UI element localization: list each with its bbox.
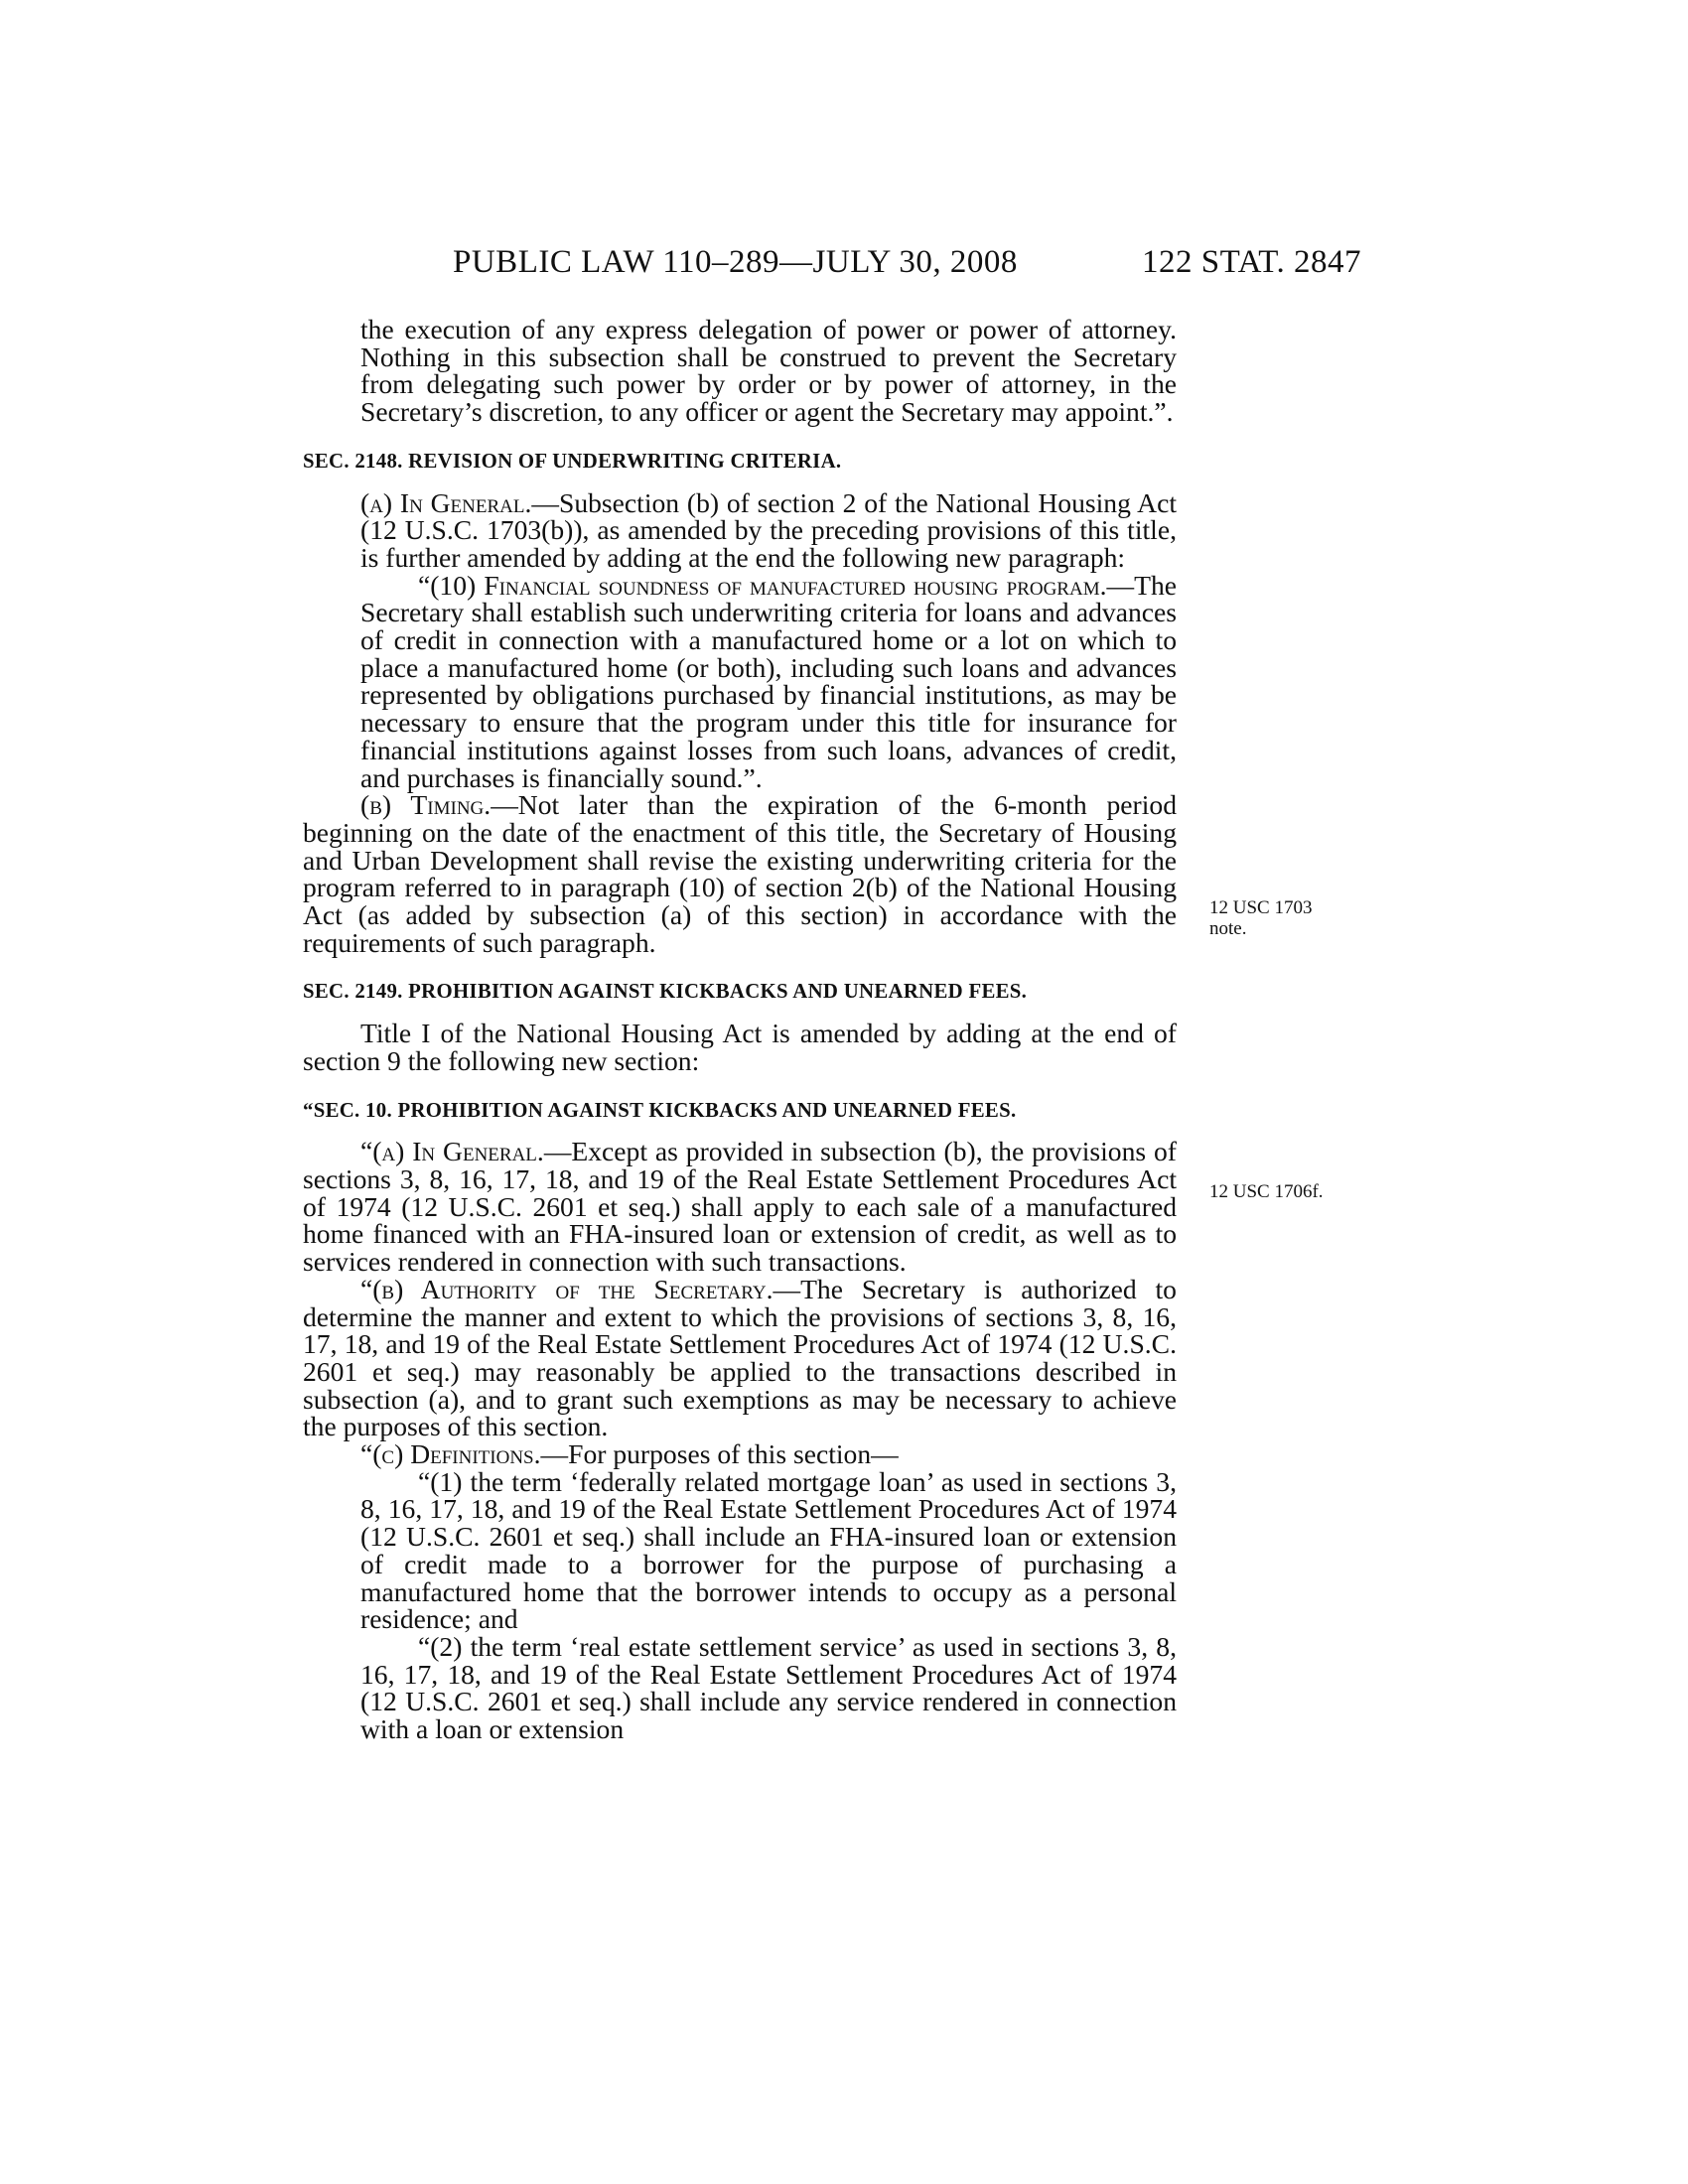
section-2149-heading: SEC. 2149. PROHIBITION AGAINST KICKBACKS AND UNEARNED FEES. xyxy=(303,980,1028,1004)
section-2148-a-10-text: —The Secretary shall establish such underwriting criteria for loans and advances of credit in connection with a manufactured home or a lot on which to place a manufactured home (or both), including such loans and advances represented by obligations purchased by financial institutions, as may be necessary to ensure that the program under this title for insurance for financial institutions against losses from such loans, advances of credit, and purchases is financially sound.”. xyxy=(360,569,1177,793)
margin-note-1703-line1: 12 USC 1703 xyxy=(1209,897,1313,918)
section-10-a-head: “(a) In General. xyxy=(360,1136,544,1167)
paragraph-continuation: the execution of any express delegation of power or power of attorney. Nothing in this subsection shall be construed to prevent the Secretary from delegating such power by order or by power of attorney, in the Secretary’s discretion, to any officer or agent the Secretary may appoint.”. xyxy=(360,314,1177,428)
section-10-b-text: —The Secretary is authorized to determine the manner and extent to which the provisions of sections 3, 8, 16, 17, 18, and 19 of the Real Estate Settlement Procedures Act of 1974 (12 U.S.C. 2601 et seq.) may reasonably be applied to the transactions described in subsection (a), and to grant such exemptions as may be necessary to achieve the purposes of this section. xyxy=(303,1273,1177,1442)
section-2148-heading: SEC. 2148. REVISION OF UNDERWRITING CRITERIA. xyxy=(303,449,842,473)
section-10-b xyxy=(303,1273,1177,1442)
section-10-c-text: —For purposes of this section— xyxy=(540,1438,899,1470)
section-2148-a-text: —Subsection (b) of section 2 of the National Housing Act (12 U.S.C. 1703(b)), as amended by the preceding provisions of this title, is further amended by adding at the end the following new paragraph: xyxy=(360,486,1177,573)
section-2149-text: Title I of the National Housing Act is amended by adding at the end of section 9 the following new section: xyxy=(303,1018,1177,1076)
section-10-a xyxy=(303,1138,1177,1276)
section-10-b-head: “(b) Authority of the Secretary. xyxy=(360,1273,774,1304)
section-10-c-2: “(2) the term ‘real estate settlement service’ as used in sections 3, 8, 16, 17, 18, and 19 of the Real Estate Settlement Procedures Act of 1974 (12 U.S.C. 2601 et seq.) shall include any service rendered in connection with a loan or extension xyxy=(360,1630,1177,1745)
section-2148-b xyxy=(303,791,1177,956)
section-10-c-1: “(1) the term ‘federally related mortgage loan’ as used in sections 3, 8, 16, 17, 18, and 19 of the Real Estate Settlement Procedures Act of 1974 (12 U.S.C. 2601 et seq.) shall include an FHA-insured loan or extension of credit made to a borrower for the purpose of purchasing a manufactured home that the borrower intends to occupy as a personal residence; and xyxy=(360,1465,1177,1635)
section-2148-a-head: (a) In General. xyxy=(360,486,532,518)
section-10-a-text: —Except as provided in subsection (b), the provisions of sections 3, 8, 16, 17, 18, and 19 of the Real Estate Settlement Procedures Act of 1974 (12 U.S.C. 2601 et seq.) shall apply to each sale of a manufactured home financed with an FHA-insured loan or extension of credit, as well as to services rendered in connection with such transactions. xyxy=(303,1136,1177,1278)
law-title: PUBLIC LAW 110–289—JULY 30, 2008 xyxy=(453,244,1018,280)
section-10-c xyxy=(303,1440,1177,1468)
margin-note-1706f: 12 USC 1706f. xyxy=(1209,1181,1324,1202)
section-2148-b-head: (b) Timing. xyxy=(360,789,492,821)
page-header xyxy=(0,244,1688,284)
statute-page-number: 122 STAT. 2847 xyxy=(1142,244,1362,280)
section-10-heading: “SEC. 10. PROHIBITION AGAINST KICKBACKS AND UNEARNED FEES. xyxy=(303,1098,1017,1122)
section-2148-a-10-head: “(10) Financial soundness of manufactured housing program. xyxy=(418,569,1107,601)
section-2148-b-text: —Not later than the expiration of the 6-month period beginning on the date of the enactment of this title, the Secretary of Housing and Urban Development shall revise the existing underwriting criteria for the program referred to in paragraph (10) of section 2(b) of the National Housing Act (as added by subsection (a) of this section) in accordance with the requirements of such paragraph. xyxy=(303,789,1177,958)
section-2148-a-10 xyxy=(303,569,1177,793)
section-10-c-head: “(c) Definitions. xyxy=(360,1438,541,1470)
section-2148-a xyxy=(303,486,1177,573)
margin-note-1703 xyxy=(1209,897,1312,939)
document-body xyxy=(303,316,1177,1743)
margin-note-1703-line2: note. xyxy=(1209,918,1247,939)
